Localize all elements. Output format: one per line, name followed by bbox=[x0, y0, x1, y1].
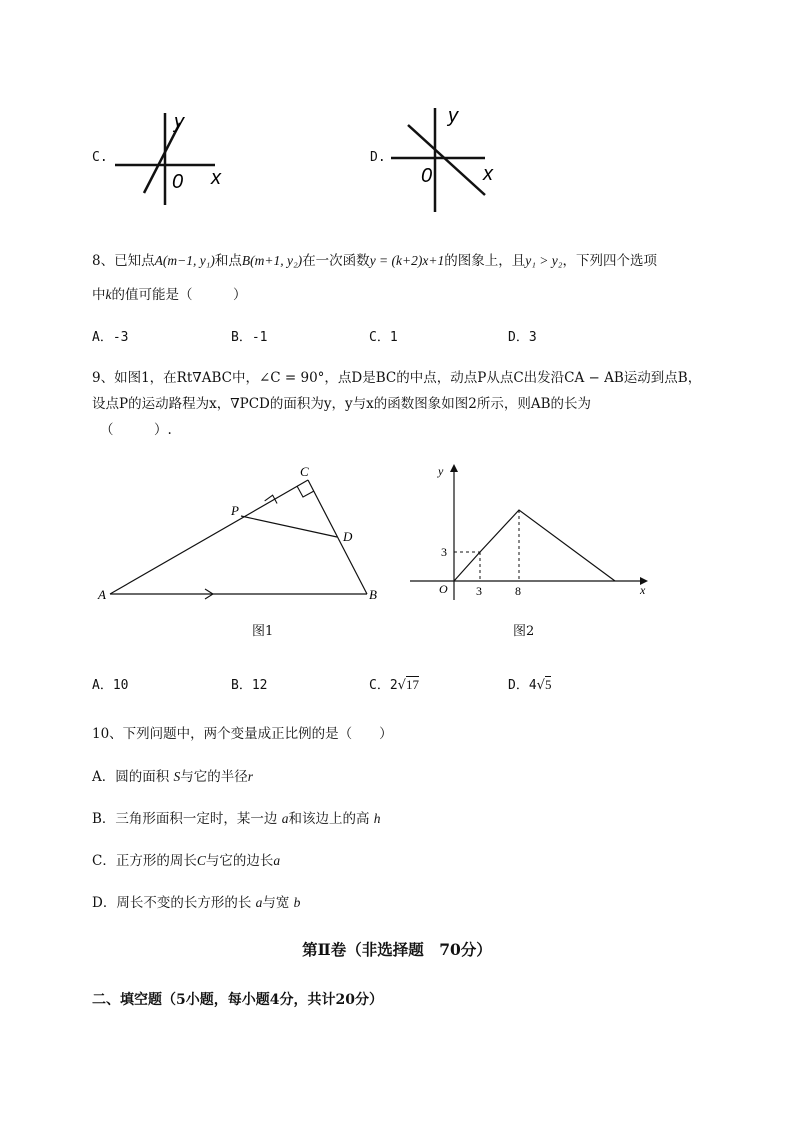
q8-stem-line1: 8、已知点A(m−1, y₁)和点B(m+1, y₂)在一次函数y = (k+2)x+1的图象上，且y₁ > y₂，下列四个选项 bbox=[92, 253, 657, 269]
fig1-label-c: C bbox=[300, 464, 309, 479]
q9-option-c[interactable]: C．2√17 bbox=[369, 677, 419, 693]
fig2-tick-x8: 8 bbox=[515, 584, 521, 598]
fig1-label-d: D bbox=[343, 529, 353, 544]
q9-figure1 bbox=[95, 460, 395, 610]
q7c-x-label: x bbox=[211, 167, 221, 189]
q7d-origin-label: 0 bbox=[421, 165, 433, 187]
q10-stem: 10、下列问题中，两个变量成正比例的是（ ） bbox=[92, 726, 393, 742]
q9-stem-line1: 9、如图1，在Rt∇ABC中，∠C = 90°，点D是BC的中点，动点P从点C出发沿CA − AB运动到点B， bbox=[92, 370, 702, 386]
q7d-x-label: x bbox=[483, 163, 493, 185]
q10-option-a[interactable]: A．圆的面积 S与它的半径r bbox=[92, 769, 254, 785]
q7-option-c-label: C. bbox=[92, 150, 108, 165]
q8-option-c[interactable]: C．1 bbox=[369, 330, 398, 345]
q7-option-d-label: D. bbox=[370, 150, 386, 165]
q8-option-b[interactable]: B．-1 bbox=[231, 330, 268, 345]
q7-graph-d bbox=[388, 100, 508, 215]
q8-option-d[interactable]: D．3 bbox=[508, 330, 537, 345]
q9-stem-line3: （ ）. bbox=[100, 422, 172, 438]
q9-stem-line2: 设点P的运动路程为x，∇PCD的面积为y，y与x的函数图象如图2所示，则AB的长为 bbox=[92, 396, 591, 412]
fig2-origin-label: O bbox=[439, 582, 448, 596]
fig2-x-label: x bbox=[640, 583, 646, 597]
q10-option-b[interactable]: B．三角形面积一定时，某一边 a和该边上的高 h bbox=[92, 811, 381, 827]
fig2-y-label: y bbox=[438, 464, 444, 478]
q9-option-b[interactable]: B．12 bbox=[231, 678, 268, 693]
fig1-label-p: P bbox=[231, 503, 239, 518]
q8-option-a[interactable]: A．-3 bbox=[92, 330, 129, 345]
q7d-y-label: y bbox=[448, 105, 458, 127]
q7-graph-c bbox=[110, 108, 230, 208]
fig2-tick-x3: 3 bbox=[476, 584, 482, 598]
fig1-caption: 图1 bbox=[252, 624, 274, 639]
section-subtitle: 二、填空题（5小题，每小题4分，共计20分） bbox=[92, 992, 383, 1008]
fig1-label-b: B bbox=[369, 587, 377, 602]
section-title: 第Ⅱ卷（非选择题 70分） bbox=[302, 940, 492, 959]
fig1-label-a: A bbox=[98, 587, 106, 602]
fig2-tick-y3: 3 bbox=[441, 545, 447, 559]
q7c-y-label: y bbox=[174, 111, 184, 133]
q9-figure2 bbox=[405, 460, 655, 605]
q9-option-a[interactable]: A．10 bbox=[92, 678, 129, 693]
q10-option-c[interactable]: C．正方形的周长C与它的边长a bbox=[92, 853, 281, 869]
fig2-caption: 图2 bbox=[513, 624, 535, 639]
q7c-origin-label: 0 bbox=[172, 171, 184, 193]
q9-option-d[interactable]: D．4√5 bbox=[508, 677, 552, 693]
q10-option-d[interactable]: D．周长不变的长方形的长 a与宽 b bbox=[92, 895, 301, 911]
q8-stem-line2: 中k的值可能是（ ） bbox=[92, 287, 247, 303]
